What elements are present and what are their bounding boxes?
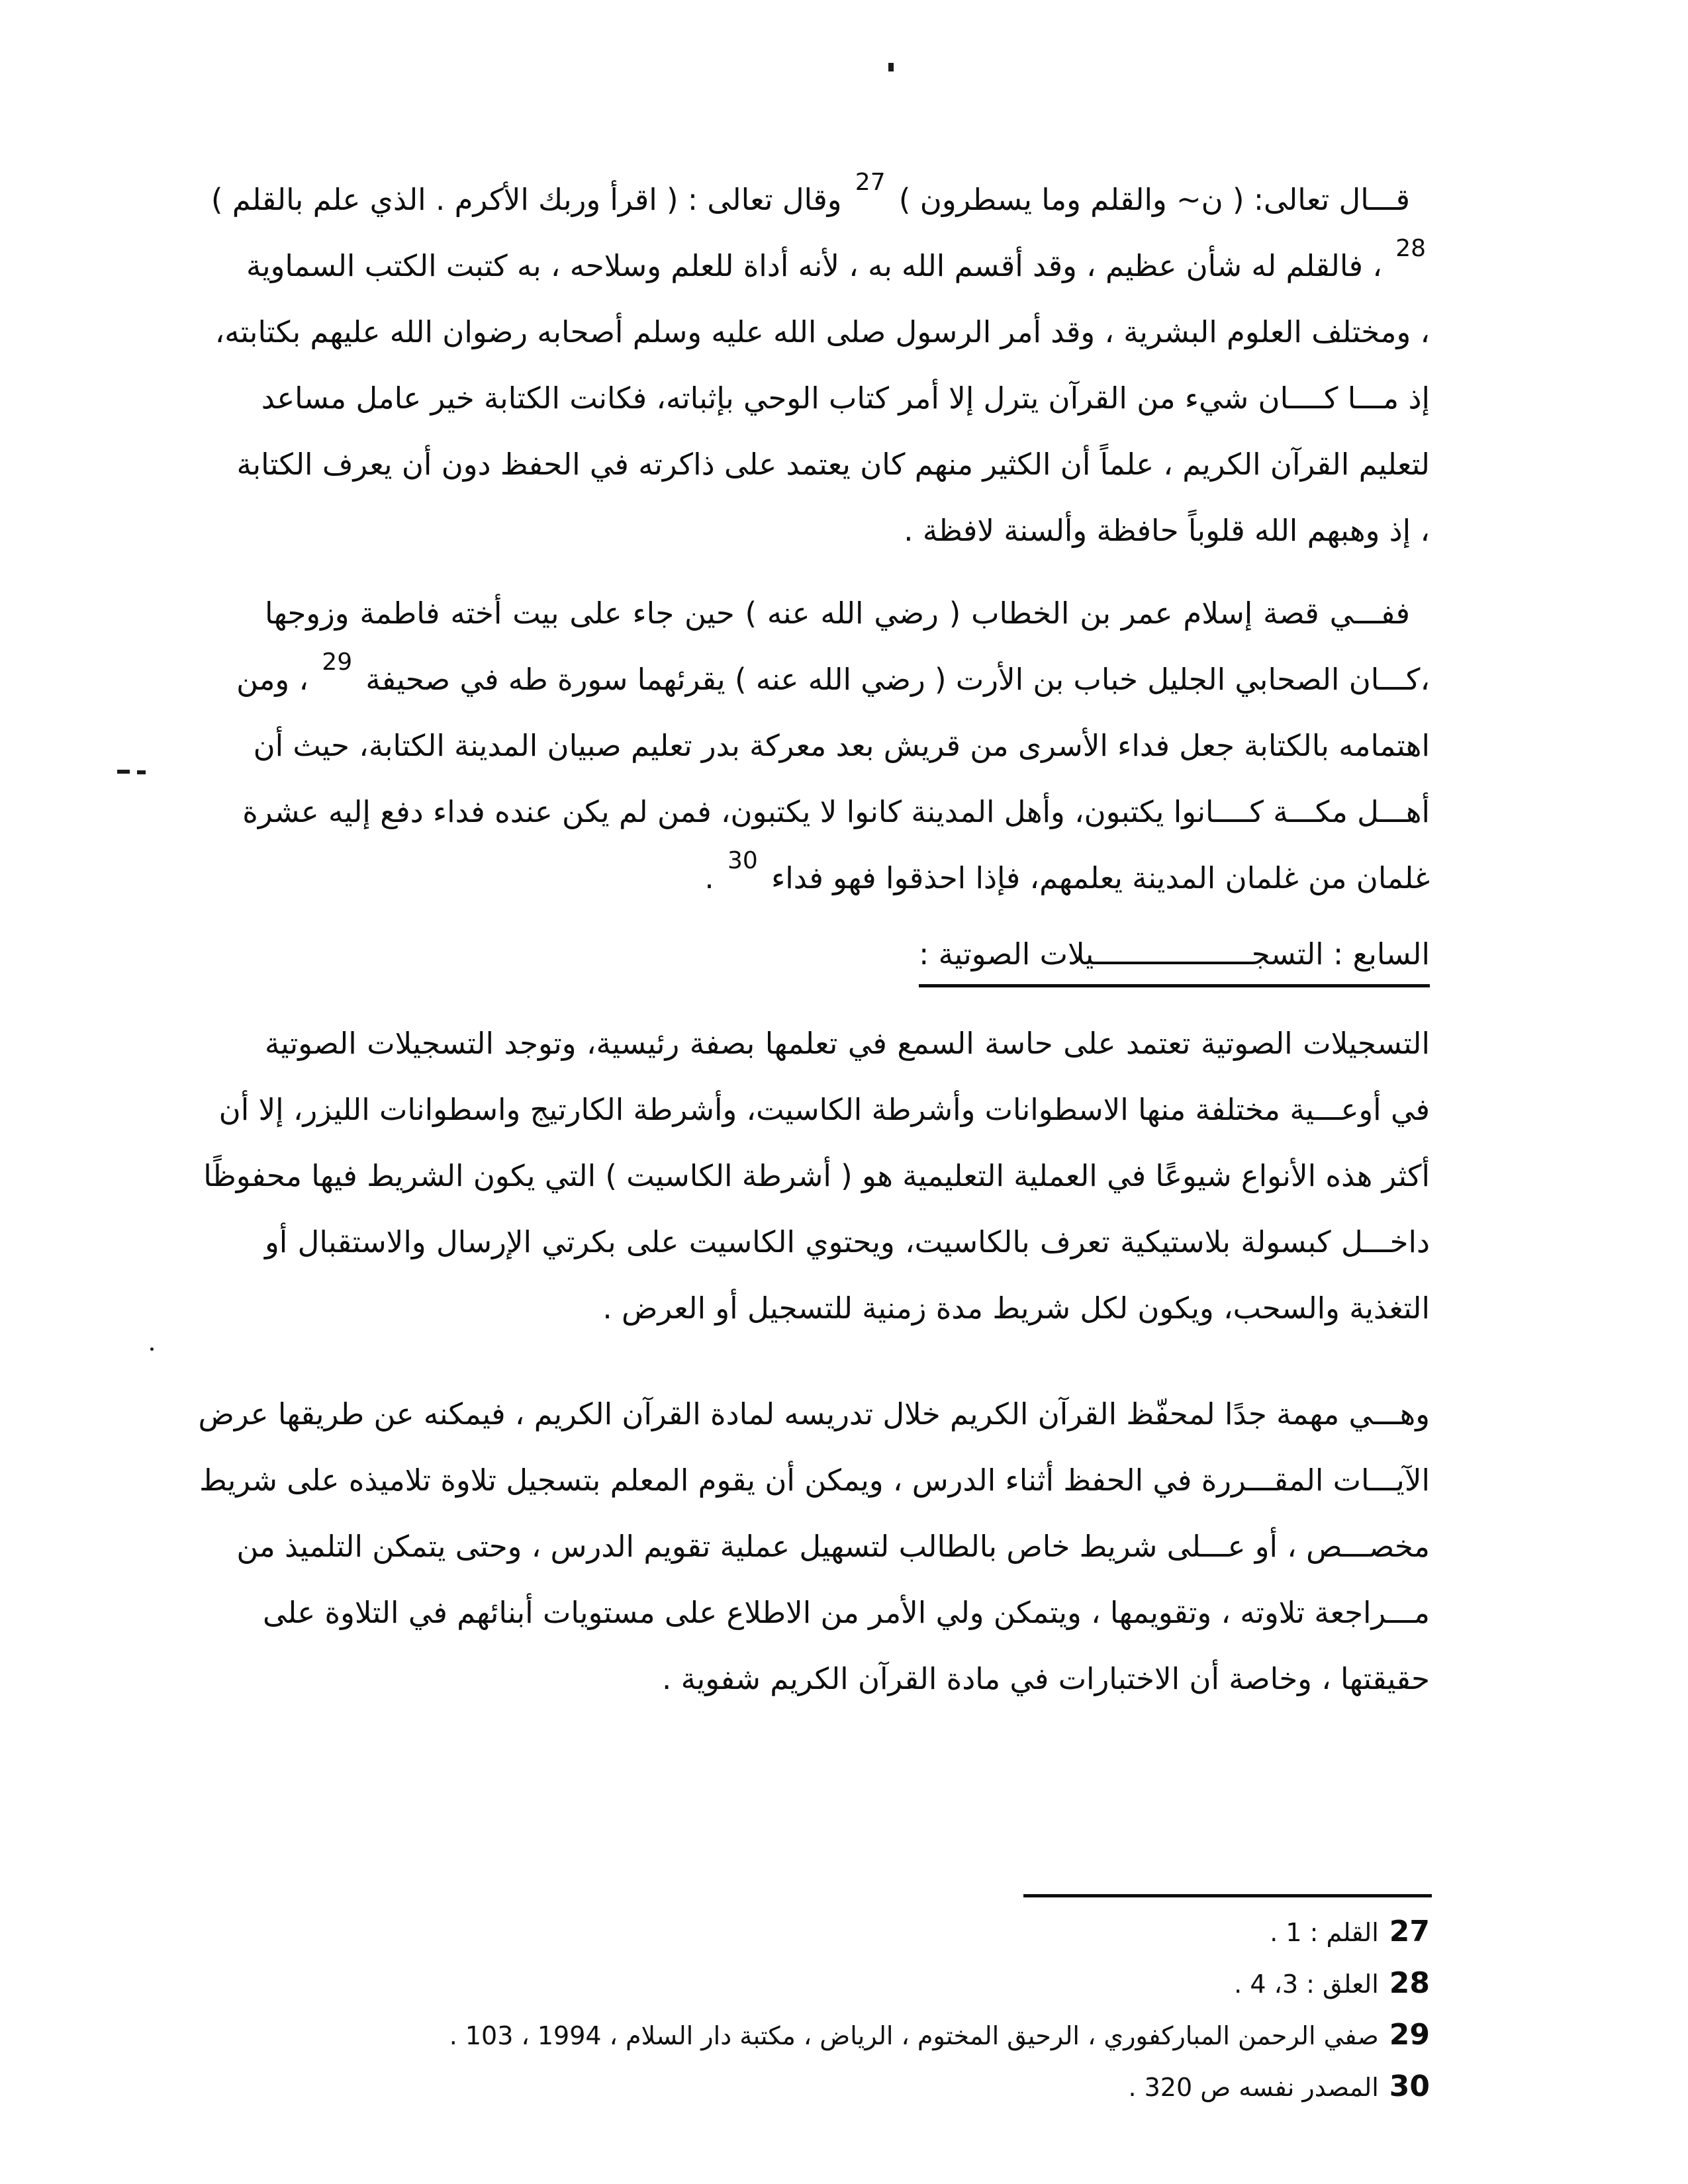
text-line: [265, 1209, 1430, 1275]
scan-artifact: [150, 1347, 154, 1351]
text-line: [265, 498, 1430, 564]
footnote-text: العلق : 3، 4 .: [1234, 1970, 1379, 1999]
text-line: [253, 713, 1430, 779]
footnote-number: 30: [1389, 2070, 1430, 2103]
footnote-separator-line: [1023, 1894, 1432, 1897]
text-line: [265, 845, 1430, 911]
text-line: [246, 233, 1430, 299]
footnote-30: [265, 2061, 1430, 2113]
line-text: ، ومختلف العلوم البشرية ، وقد أمر الرسول صلى الله عليه وسلم أصحابه رضوان الله عليهم بكتابته،: [214, 314, 1430, 349]
text-line: [265, 580, 1430, 647]
text-line: [211, 167, 1430, 233]
line-text: مخصـــص ، أو عـــلى شريط خاص بالطالب لتسهيل عملية تقويم الدرس ، وحتى يتمكن التلميذ من: [236, 1529, 1430, 1564]
line-text: .: [704, 860, 724, 895]
footnote-text: صفي الرحمن المباركفوري ، الرحيق المختوم ، الرياض ، مكتبة دار السلام ، 1994 ، 103 .: [449, 2021, 1379, 2050]
line-text: ، ومن: [236, 662, 318, 697]
line-text: حقيقتها ، وخاصة أن الاختبارات في مادة القرآن الكريم شفوية .: [662, 1661, 1430, 1696]
footnotes-block: [265, 1906, 1430, 2113]
footnote-ref-28: 28: [1395, 235, 1426, 262]
line-text: التسجيلات الصوتية تعتمد على حاسة السمع في تعلمها بصفة رئيسية، وتوجد التسجيلات الصوتية: [265, 1026, 1430, 1061]
footnote-ref-27: 27: [855, 169, 886, 196]
line-text: غلمان من غلمان المدينة يعلمهم، فإذا احذقوا فهو فداء: [761, 860, 1430, 895]
text-line: [265, 1275, 1430, 1342]
footnote-text: المصدر نفسه ص 320 .: [1128, 2073, 1379, 2102]
text-line: [203, 1143, 1430, 1209]
scan-artifact: [137, 770, 146, 774]
body-text: [198, 167, 1430, 1712]
footnote-ref-30: 30: [727, 847, 758, 874]
footnote-number: 28: [1389, 1966, 1430, 2000]
footnote-28: [265, 1958, 1430, 2009]
footnote-ref-29: 29: [322, 649, 353, 676]
scan-artifact: [888, 63, 894, 71]
text-line: [236, 432, 1430, 498]
text-line: [198, 1381, 1430, 1447]
paragraph-umar-story: [236, 580, 1430, 911]
line-text: في أوعـــية مختلفة منها الاسطوانات وأشرطة الكاسيت، وأشرطة الكارتيج واسطوانات الليزر، إلا أن: [218, 1092, 1430, 1127]
section-heading-text: السابع : التسجــــــــــــــــــيلات الصوتية :: [919, 935, 1430, 987]
text-line: [242, 779, 1430, 845]
line-text: التغذية والسحب، ويكون لكل شريط مدة زمنية للتسجيل أو العرض .: [602, 1291, 1430, 1326]
paragraph-recordings-benefits: [198, 1381, 1430, 1712]
text-line: [236, 647, 1430, 713]
line-text: داخـــل كبسولة بلاستيكية تعرف بالكاسيت، ويحتوي الكاسيت على بكرتي الإرسال والاستقبال أو: [265, 1224, 1430, 1259]
footnote-number: 29: [1389, 2018, 1430, 2052]
section-heading: [265, 921, 1430, 987]
line-text: قـــال تعالى: ( ن~ والقلم وما يسطرون ): [889, 182, 1410, 217]
paragraph-audio-recordings: [203, 1011, 1430, 1342]
text-line: [218, 1077, 1430, 1143]
line-text: وهـــي مهمة جدًا لمحفّظ القرآن الكريم خلال تدريسه لمادة القرآن الكريم ، فيمكنه عن طريقها عرض: [198, 1396, 1430, 1432]
line-text: ففـــي قصة إسلام عمر بن الخطاب ( رضي الله عنه ) حين جاء على بيت أخته فاطمة وزوجها: [265, 596, 1410, 631]
text-line: [265, 1011, 1430, 1077]
text-line: [265, 1580, 1430, 1646]
text-line: [261, 365, 1430, 432]
footnote-text: القلم : 1 .: [1270, 1918, 1379, 1947]
footnote-29: [265, 2009, 1430, 2061]
line-text: أهـــل مكـــة كــــانوا يكتبون، وأهل المدينة كانوا لا يكتبون، فمن لم يكن عنده فداء دفع إليه عشرة: [242, 794, 1430, 829]
line-text: اهتمامه بالكتابة جعل فداء الأسرى من قريش بعد معركة بدر تعليم صبيان المدينة الكتابة، حيث أن: [253, 728, 1430, 763]
text-line: [214, 299, 1430, 365]
line-text: لتعليم القرآن الكريم ، علماً أن الكثير منهم كان يعتمد على ذاكرته في الحفظ دون أن يعرف الكتابة: [236, 447, 1430, 482]
line-text: وقال تعالى : ( اقرأ وربك الأكرم . الذي علم بالقلم ): [211, 182, 851, 217]
footnote-27: [265, 1906, 1430, 1958]
text-line: [199, 1447, 1430, 1514]
text-line: [265, 1646, 1430, 1712]
line-text: مـــراجعة تلاوته ، وتقويمها ، ويتمكن ولي الأمر من الاطلاع على مستويات أبنائهم في التلاوة على: [263, 1595, 1430, 1630]
paragraph-pen-verses: [211, 167, 1430, 564]
line-text: ،كـــان الصحابي الجليل خباب بن الأرت ( رضي الله عنه ) يقرئهما سورة طه في صحيفة: [356, 662, 1430, 697]
line-text: إذ مـــا كــــان شيء من القرآن يترل إلا أمر كتاب الوحي بإثباته، فكانت الكتابة خير عامل مساعد: [261, 381, 1430, 416]
scan-artifact: [117, 770, 130, 774]
footnote-number: 27: [1389, 1915, 1430, 1948]
line-text: ، فالقلم له شأن عظيم ، وقد أقسم الله به ، لأنه أداة للعلم وسلاحه ، به كتبت الكتب السماوية: [246, 248, 1392, 283]
text-line: [236, 1514, 1430, 1580]
line-text: أكثر هذه الأنواع شيوعًا في العملية التعليمية هو ( أشرطة الكاسيت ) التي يكون الشريط فيها محفوظًا: [203, 1158, 1430, 1193]
line-text: الآيـــات المقـــررة في الحفظ أثناء الدرس ، ويمكن أن يقوم المعلم بتسجيل تلاوة تلاميذه على شريط: [199, 1463, 1430, 1498]
line-text: ، إذ وهبهم الله قلوباً حافظة وألسنة لافظة .: [904, 513, 1430, 548]
